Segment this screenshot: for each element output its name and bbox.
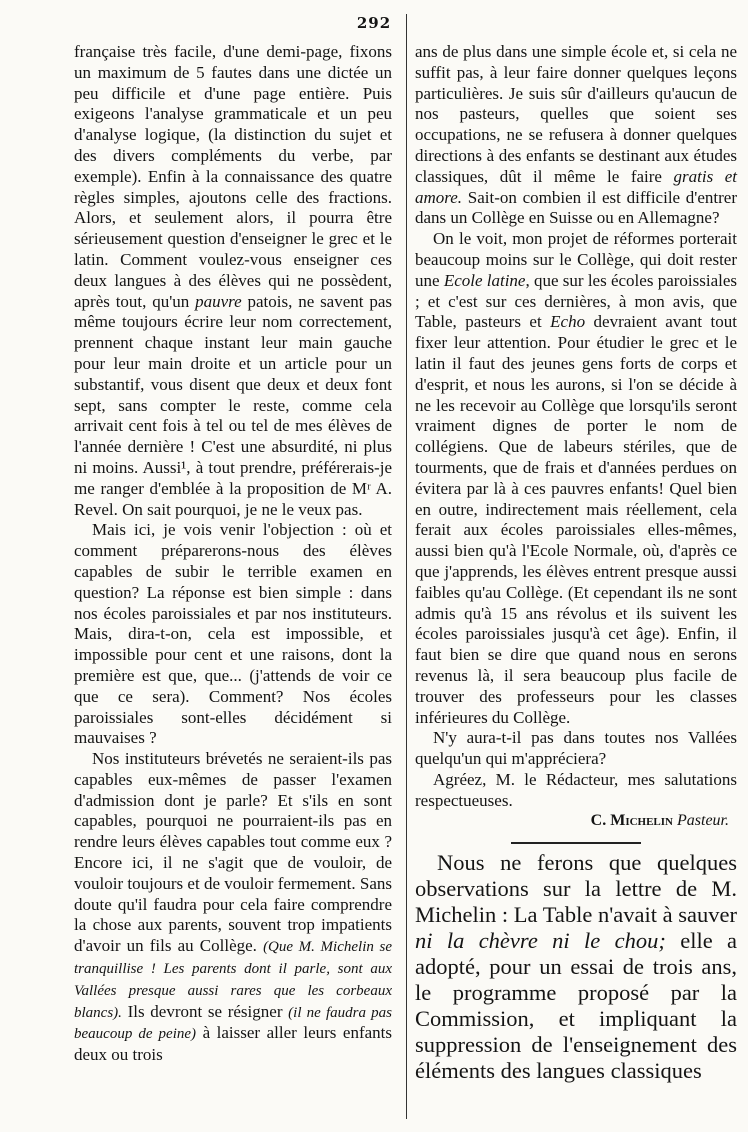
right-paragraph-1 [415,42,737,229]
right-column [415,42,737,1084]
signature-role: Pasteur. [677,812,729,830]
right-p1-italic: gratis et amore. [415,166,738,207]
editor-aside-2: (il ne faudra pas beaucoup de peine) [74,1004,393,1043]
editor-note-a: Nous ne ferons que quelques observations sur la lettre de M. Michelin : La Table n'avait à sauver [415,850,737,928]
left-paragraph-2: Mais ici, je vois venir l'objection : où et comment préparerons-nous des élèves capables de subir le terrible examen en question? La réponse est bien simple : dans nos écoles paroissiales et par nos instituteurs. Mais, dira-t-on, cela est impossible, et impossible pour cent et une raisons, dont la première est que, que... (j'attends de voir ce que ce sera). Comment? Nos écoles paroissiales sont-elles décidément si mauvaises ? [74,520,392,748]
right-p2-italic-1: Ecole latine [443,270,526,290]
page-number: 292 [356,14,392,32]
left-p3-text: Nos instituteurs brévetés ne seraient-ils pas capables eux-mêmes de passer l'examen d'admission dont je parle? Et s'ils en sont capables, pourquoi ne pourraient-ils pas en rendre leurs élèves capables tout comme eux ? Encore ici, il ne s'agit que de vouloir, de vouloir toujours et de vouloir fermement. Sans doute qu'il faudra pour cela faire comprendre la chose aux parents, souvent trop impatients d'avoir un fils au Collège. [74,749,392,956]
left-column [74,42,392,1066]
left-p3-end: à laisser aller leurs enfants deux ou trois [74,1023,393,1065]
editor-note-b: elle a adopté, pour un essai de trois ans, le programme proposé par la Commission, et impliquant la suppression de l'enseignement des éléments des langues classiques [415,928,738,1084]
right-p1-rest: Sait-on combien il est difficile d'entrer dans un Collège en Suisse ou en Allemagne? [415,187,737,228]
column-divider [406,14,407,1119]
signature-name: C. Michelin [590,812,673,830]
right-p2-b: , que sur les écoles paroissiales ; et c'est sur ces dernières, à mon avis, que Table, pasteurs et [415,270,738,332]
right-p2-a: On le voit, mon projet de réformes porterait beaucoup moins sur le Collège, qui doit rester une [415,229,737,290]
left-p1-italic: pauvre [195,291,242,311]
right-p1-text: ans de plus dans une simple école et, si cela ne suffit pas, à leur faire donner quelques leçons particulières. Je suis sûr d'ailleurs qu'aucun de nos pasteurs, quelles que soient ses occupations, ne se refusera à donner quelques directions à des enfants se destinant aux études classiques, dût il même le faire [415,42,737,186]
left-paragraph-3 [74,749,392,1066]
left-paragraph-1 [74,42,392,520]
editor-note-paragraph [415,850,737,1084]
right-paragraph-4: Agréez, M. le Rédacteur, mes salutations respectueuses. [415,769,737,810]
right-p2-italic-2: Echo [550,312,586,332]
right-p2-c: devraient avant tout fixer leur attention. Pour étudier le grec et le latin il faut des jeunes gens forts de corps et d'esprit, et nous les aurons, si l'on se décide à ne les recevoir au Collège que lorsqu'ils seront vraiment dignes de porter le nom de collégiens. Que de labeurs stériles, que de tourments, que de frais et d'années perdues on évitera par là à ces pauvres enfants! Quel bien en outre, indirectement mais réellement, cela ferait aux écoles paroissiales elles-mêmes, aussi bien qu'à l'Ecole Normale, où, d'après ce que j'apprends, les élèves entrent presque aussi faibles qu'au Collège. (Et cependant ils ne sont admis qu'à 15 ans révolus et ils suivent les écoles paroissiales jusqu'à cet âge). Enfin, il faut bien se dire que quand nous en serons revenus là, il sera beaucoup plus facile de trouver des professeurs pour les classes inférieures du Collège. [415,312,737,727]
right-paragraph-2 [415,229,737,728]
editor-note-italic: ni la chèvre ni le chou; [415,928,666,954]
section-separator [511,842,641,844]
left-p1-text: française très facile, d'une demi-page, fixons un maximum de 5 fautes dans une dictée un peu difficile et d'une page entière. Puis exigeons l'analyse grammaticale et un peu d'analyse logique, (la distinction du sujet et des divers compléments du verbe, par exemple). Enfin à la connaissance des quatre règles simples, ajoutons celle des fractions. Alors, et seulement alors, il pourra être sérieusement question d'enseigner le grec et le latin. Comment voulez-vous enseigner ces deux langues à des élèves qui ne possèdent, après tout, qu'un [74,42,392,311]
signature [415,811,737,832]
left-p1-rest: patois, ne savent pas même toujours écrire leur nom correctement, prennent chaque instant leur main gauche pour leur main droite et un article pour un substantif, vous disent que deux et deux font sept, sans compter le reste, comme cela arrivait cent fois à tel ou tel de mes élèves de l'année dernière ! C'est une absurdité, ni plus ni moins. Aussi¹, à tout prendre, préférerais-je me ranger d'emblée à la proposition de Mʳ A. Revel. On sait pourquoi, je ne le veux pas. [74,291,392,519]
left-p3-mid: Ils devront se résigner [127,1001,283,1021]
right-paragraph-3: N'y aura-t-il pas dans toutes nos Vallées quelqu'un qui m'appréciera? [415,728,737,769]
editor-aside-1: (Que M. Michelin se tranquillise ! Les parents dont il parle, sont aux Vallées presque aussi rares que les corbeaux blancs). [74,939,392,1021]
editor-note [415,850,737,1084]
